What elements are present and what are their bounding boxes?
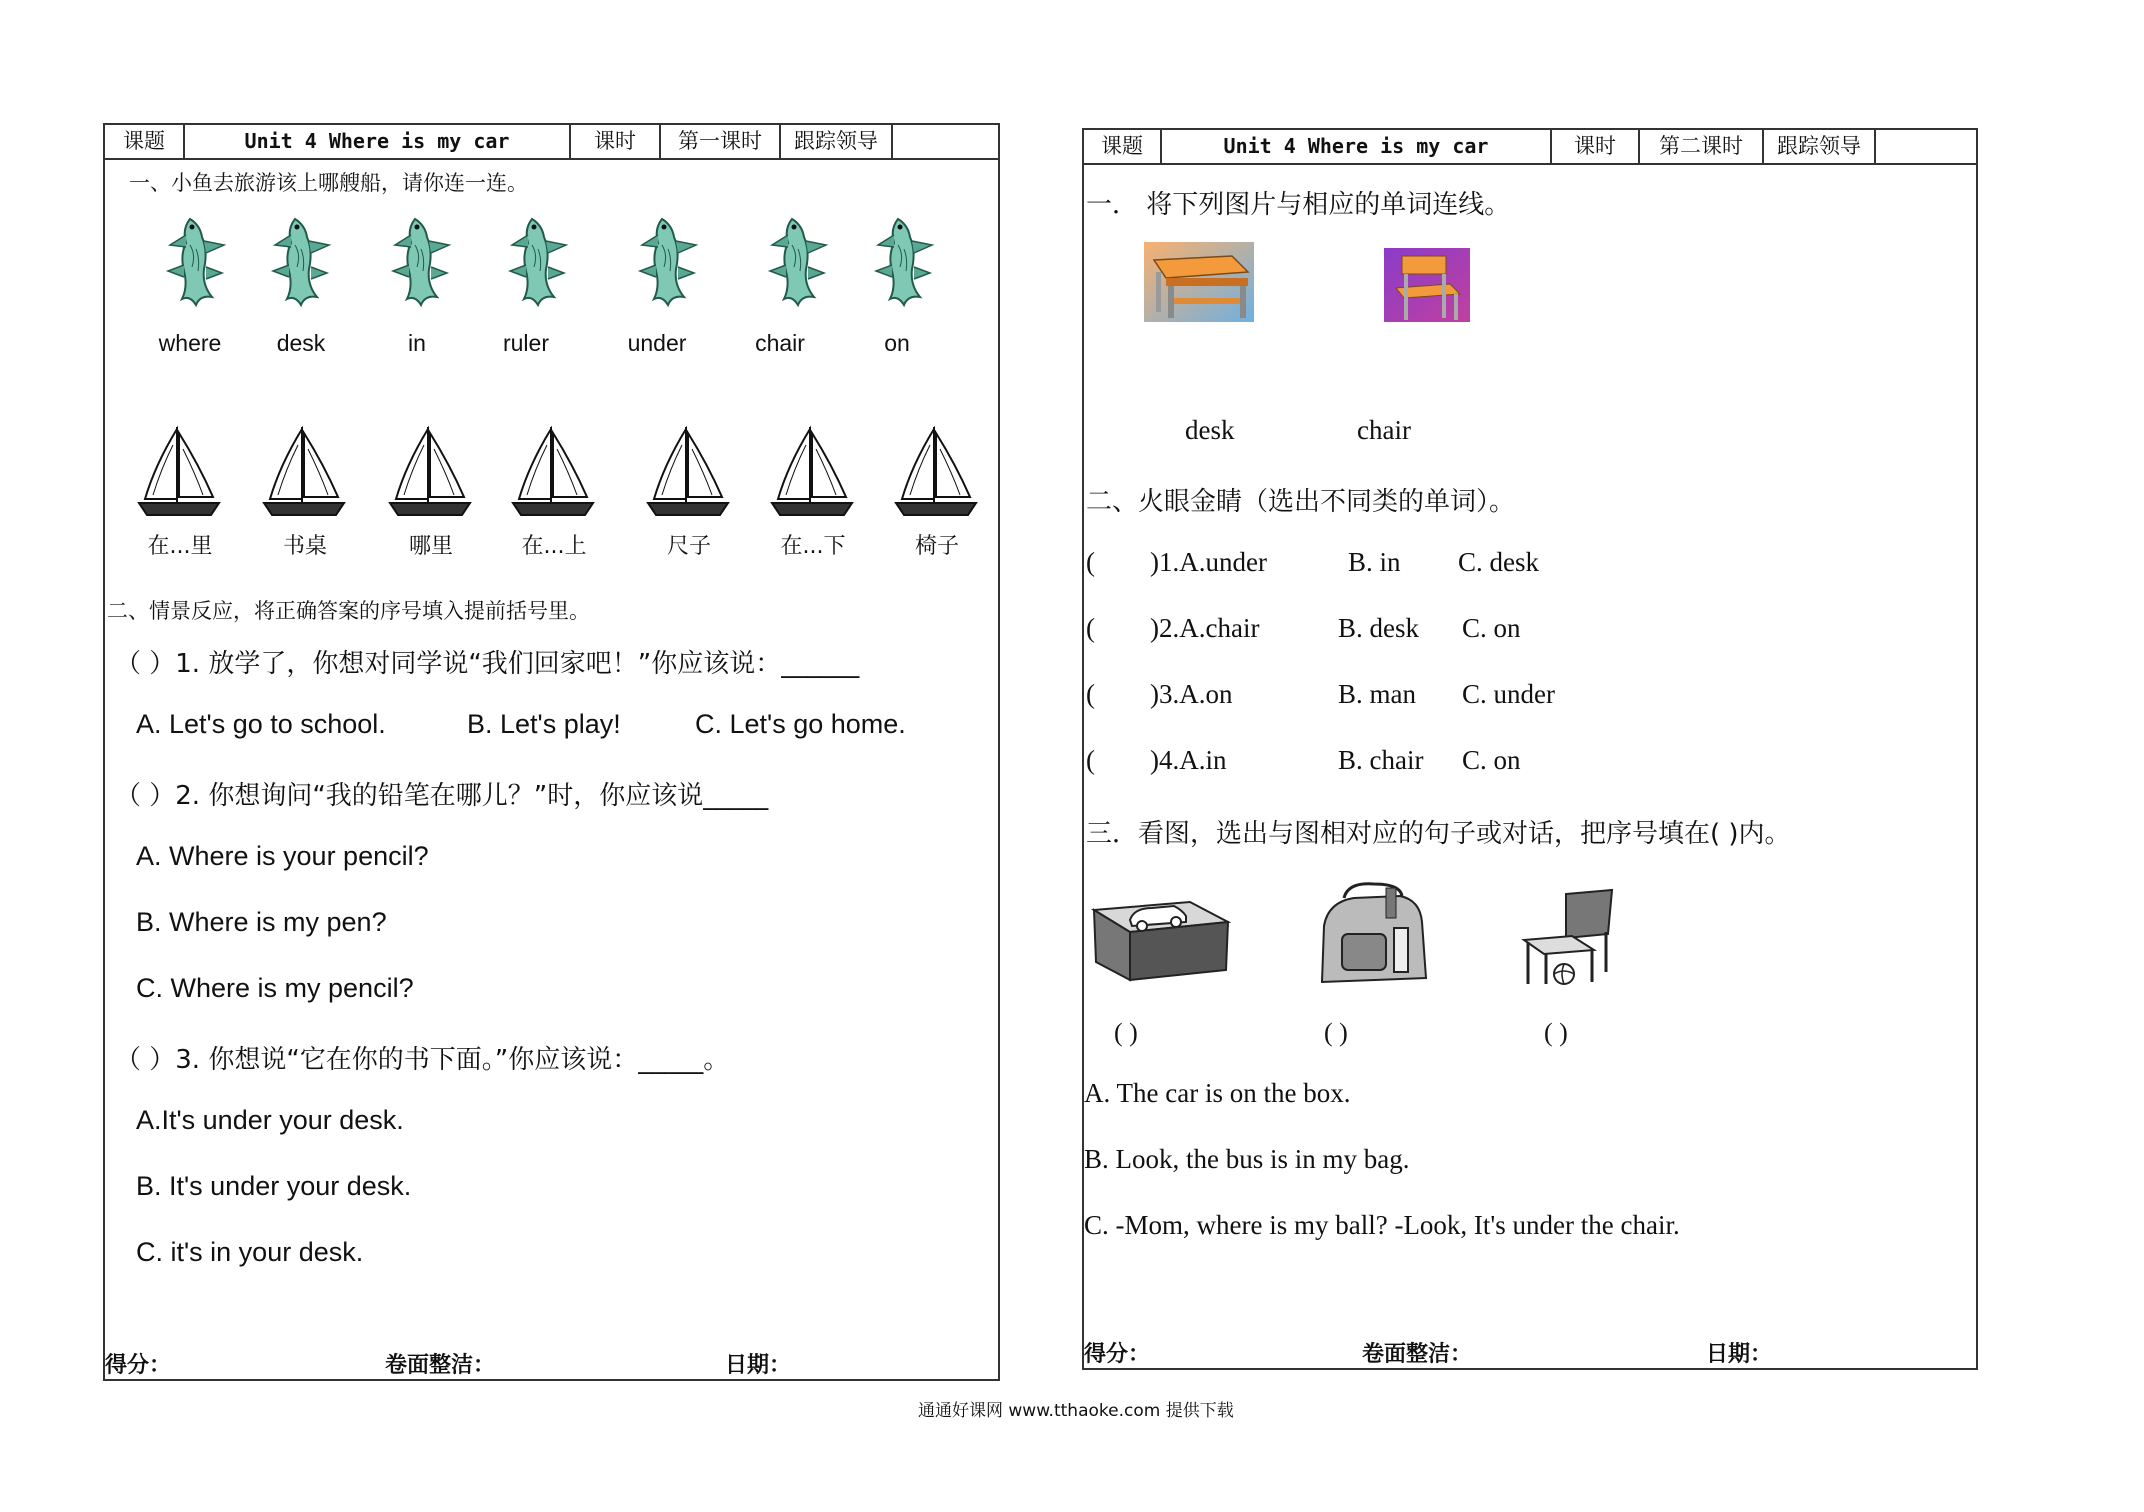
question-3-prompt: （ ）3. 你想说“它在你的书下面。”你应该说：_____。 — [115, 1045, 730, 1075]
sentence-b: B. Look, the bus is in my bag. — [1084, 1144, 1410, 1174]
right-header-row — [1084, 130, 1976, 165]
odd-item-paren[interactable]: ( — [1086, 745, 1095, 775]
q2-option-a: A. Where is your pencil? — [136, 841, 429, 871]
odd-item-option-a: )2.A.chair — [1150, 613, 1260, 643]
chair-picture — [1384, 248, 1470, 322]
fish-icon — [868, 215, 940, 316]
q1-option-c: C. Let's go home. — [695, 709, 906, 739]
fish-icon — [502, 215, 574, 316]
fish-word: in — [408, 330, 426, 356]
picture-3-blank[interactable]: ( ) — [1544, 1018, 1568, 1047]
footer-date: 日期： — [1706, 1342, 1773, 1367]
header-title: Unit 4 Where is my car — [185, 125, 571, 158]
header-lead-label: 跟踪领导 — [781, 125, 893, 158]
q2-option-c: C. Where is my pencil? — [136, 973, 414, 1003]
footer-neat: 卷面整洁： — [385, 1353, 496, 1378]
sailboat-icon — [511, 425, 595, 526]
right-worksheet — [1082, 128, 1978, 1370]
odd-item-option-a: )4.A.in — [1150, 745, 1227, 775]
bag-picture — [1314, 882, 1430, 986]
left-worksheet — [103, 123, 1000, 1381]
fish-icon — [160, 215, 232, 316]
sailboat-icon — [770, 425, 854, 526]
match-word-chair: chair — [1357, 415, 1411, 445]
sailboat-icon — [646, 425, 730, 526]
boat-label: 尺子 — [666, 534, 711, 559]
sentence-a: A. The car is on the box. — [1084, 1078, 1351, 1108]
odd-item-paren[interactable]: ( — [1086, 679, 1095, 709]
odd-item-option-c: C. desk — [1458, 547, 1539, 577]
section1-title: 一、小鱼去旅游该上哪艘船，请你连一连。 — [129, 171, 528, 195]
boat-label: 椅子 — [914, 534, 959, 559]
q3-option-a: A.It's under your desk. — [136, 1105, 404, 1135]
fish-icon — [632, 215, 704, 316]
q1-option-b: B. Let's play! — [467, 709, 621, 739]
odd-item-option-b: B. man — [1338, 679, 1416, 709]
footer-score: 得分： — [1084, 1342, 1151, 1367]
fish-word: chair — [755, 330, 805, 356]
section2-title: 二、情景反应，将正确答案的序号填入提前括号里。 — [107, 599, 590, 623]
match-word-desk: desk — [1185, 415, 1235, 445]
header-empty-cell — [1876, 130, 1976, 163]
odd-item-option-a: )1.A.under — [1150, 547, 1267, 577]
sailboat-icon — [388, 425, 472, 526]
odd-item-paren[interactable]: ( — [1086, 613, 1095, 643]
question-2-prompt: （ ）2. 你想询问“我的铅笔在哪儿？”时，你应该说_____ — [115, 781, 769, 811]
odd-item-option-c: C. on — [1462, 745, 1521, 775]
boat-label: 在...里 — [147, 534, 213, 559]
fish-word: ruler — [502, 330, 549, 356]
header-empty-cell — [893, 125, 999, 158]
header-period-label: 课时 — [571, 125, 661, 158]
section2-title: 二、火眼金睛（选出不同类的单词）。 — [1086, 487, 1516, 517]
sentence-c: C. -Mom, where is my ball? -Look, It's under the chair. — [1084, 1210, 1680, 1240]
section1-title: 一． 将下列图片与相应的单词连线。 — [1086, 190, 1511, 220]
q2-option-b: B. Where is my pen? — [136, 907, 387, 937]
odd-item-option-c: C. on — [1462, 613, 1521, 643]
boat-label: 在...下 — [780, 534, 846, 559]
header-topic-label: 课题 — [105, 125, 185, 158]
footer-score: 得分： — [105, 1353, 172, 1378]
section3-title: 三．看图，选出与图相对应的句子或对话，把序号填在( )内。 — [1086, 819, 1791, 849]
sailboat-icon — [894, 425, 978, 526]
header-topic-label: 课题 — [1084, 130, 1162, 163]
header-period-label: 课时 — [1552, 130, 1640, 163]
header-period-value: 第一课时 — [661, 125, 781, 158]
fish-word: on — [884, 330, 910, 356]
odd-item-option-b: B. desk — [1338, 613, 1419, 643]
boat-label: 在...上 — [521, 534, 587, 559]
boat-label: 哪里 — [408, 534, 453, 559]
odd-item-paren[interactable]: ( — [1086, 547, 1095, 577]
ball-under-chair-picture — [1516, 888, 1620, 984]
footer-date: 日期： — [725, 1353, 792, 1378]
header-lead-label: 跟踪领导 — [1764, 130, 1876, 163]
picture-2-blank[interactable]: ( ) — [1324, 1018, 1348, 1047]
picture-1-blank[interactable]: ( ) — [1114, 1018, 1138, 1047]
page-footer-credit: 通通好课网 www.tthaoke.com 提供下载 — [918, 1401, 1234, 1421]
sailboat-icon — [262, 425, 346, 526]
q3-option-c: C. it's in your desk. — [136, 1237, 364, 1267]
header-period-value: 第二课时 — [1640, 130, 1764, 163]
footer-neat: 卷面整洁： — [1362, 1342, 1473, 1367]
fish-icon — [385, 215, 457, 316]
odd-item-option-a: )3.A.on — [1150, 679, 1233, 709]
q3-option-b: B. It's under your desk. — [136, 1171, 412, 1201]
boat-label: 书桌 — [282, 534, 327, 559]
car-on-box-picture — [1090, 880, 1230, 982]
fish-icon — [762, 215, 834, 316]
odd-item-option-b: B. in — [1348, 547, 1401, 577]
fish-word: desk — [276, 330, 326, 356]
header-title: Unit 4 Where is my car — [1162, 130, 1552, 163]
odd-item-option-b: B. chair — [1338, 745, 1424, 775]
sailboat-icon — [137, 425, 221, 526]
fish-icon — [265, 215, 337, 316]
q1-option-a: A. Let's go to school. — [136, 709, 386, 739]
question-1-prompt: （ ）1. 放学了，你想对同学说“我们回家吧！”你应该说：______ — [115, 649, 860, 679]
fish-word: where — [158, 330, 222, 356]
odd-item-option-c: C. under — [1462, 679, 1555, 709]
left-header-row — [105, 125, 998, 160]
fish-word: under — [627, 330, 687, 356]
desk-picture — [1144, 242, 1254, 322]
